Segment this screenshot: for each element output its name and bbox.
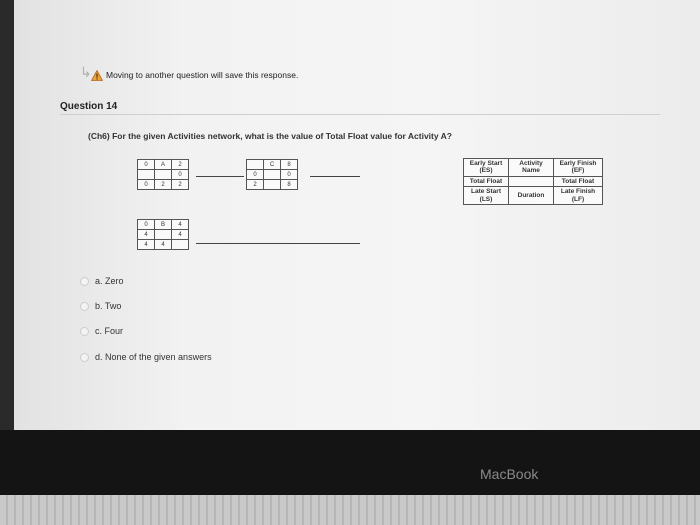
option-a-label[interactable]: a. Zero: [95, 276, 124, 286]
node-cell: 2: [172, 160, 189, 170]
node-cell: [172, 240, 189, 250]
node-cell: A: [155, 160, 172, 170]
node-cell: 2: [247, 180, 264, 190]
node-cell: [247, 160, 264, 170]
node-cell: [155, 230, 172, 240]
warning-icon: [91, 70, 103, 81]
node-cell: 0: [247, 170, 264, 180]
legend-late-start: Late Start (LS): [464, 187, 509, 205]
legend-total-float: Total Float: [554, 176, 603, 186]
node-cell: 4: [155, 240, 172, 250]
laptop-bezel-left: [0, 0, 14, 430]
node-cell: [264, 170, 281, 180]
activity-b-node: [137, 219, 189, 250]
node-cell: 4: [138, 230, 155, 240]
network-line-c-out: [310, 176, 360, 177]
return-arrow-icon: ↳: [80, 64, 92, 80]
node-cell: 4: [172, 220, 189, 230]
save-notice: Moving to another question will save this response.: [106, 70, 299, 80]
node-cell: 0: [138, 160, 155, 170]
question-number: Question 14: [60, 101, 118, 112]
node-cell: [155, 170, 172, 180]
node-cell: 8: [281, 180, 298, 190]
option-d-label[interactable]: d. None of the given answers: [95, 352, 212, 362]
option-c-label[interactable]: c. Four: [95, 326, 124, 336]
option-b-label[interactable]: b. Two: [95, 301, 122, 311]
node-cell: 4: [172, 230, 189, 240]
node-cell: [138, 170, 155, 180]
laptop-keyboard: [0, 495, 700, 525]
legend-total-float: Total Float: [464, 176, 509, 186]
activity-a-node: [137, 159, 189, 190]
laptop-screen: [14, 0, 700, 430]
node-cell: [264, 180, 281, 190]
node-cell: 4: [138, 240, 155, 250]
option-c-radio[interactable]: [80, 327, 89, 336]
network-line-b: [196, 243, 360, 244]
option-a-radio[interactable]: [80, 277, 89, 286]
option-b-radio[interactable]: [80, 302, 89, 311]
node-cell: 0: [172, 170, 189, 180]
node-cell: 0: [281, 170, 298, 180]
legend-duration: Duration: [509, 187, 554, 205]
node-cell: B: [155, 220, 172, 230]
network-arrow-a-c: [196, 176, 244, 177]
node-cell: 0: [138, 180, 155, 190]
legend-early-finish: Early Finish (EF): [554, 159, 603, 177]
node-cell: 0: [138, 220, 155, 230]
legend-blank: [509, 176, 554, 186]
node-cell: C: [264, 160, 281, 170]
option-d-radio[interactable]: [80, 353, 89, 362]
legend-late-finish: Late Finish (LF): [554, 187, 603, 205]
question-divider: [60, 114, 660, 115]
node-legend: [463, 158, 603, 205]
laptop-bottom-bezel: [0, 430, 700, 495]
laptop-brand-label: MacBook: [480, 466, 539, 482]
legend-activity-name: Activity Name: [509, 159, 554, 177]
node-cell: 8: [281, 160, 298, 170]
legend-early-start: Early Start (ES): [464, 159, 509, 177]
question-text: (Ch6) For the given Activities network, what is the value of Total Float value for Activity A?: [88, 131, 452, 141]
node-cell: 2: [155, 180, 172, 190]
activity-c-node: [246, 159, 298, 190]
node-cell: 2: [172, 180, 189, 190]
